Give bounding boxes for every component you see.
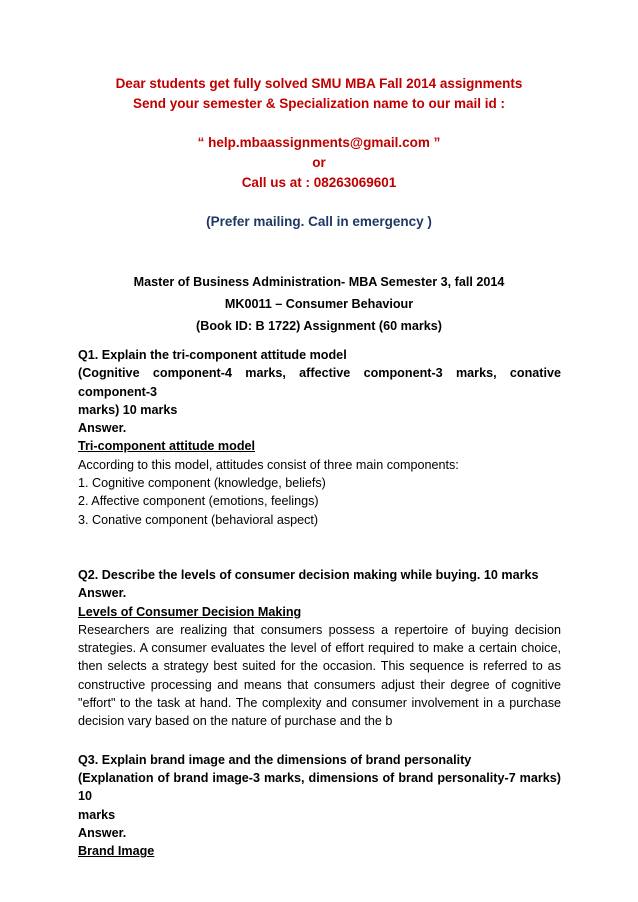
question-1-intro: According to this model, attitudes consist of three main components: — [78, 457, 459, 472]
question-1-marks-line-1: (Cognitive component-4 marks, affective component-3 marks, conative component-3 — [78, 366, 561, 399]
question-3-marks-line-2: marks — [78, 807, 116, 822]
question-3-title: Q3. Explain brand image and the dimensions of brand personality — [78, 752, 472, 767]
question-3-heading: Brand Image — [78, 844, 155, 859]
list-item: 1. Cognitive component (knowledge, beliefs) — [78, 476, 326, 491]
promo-phone: Call us at : 08263069601 — [241, 175, 397, 190]
question-2 — [78, 566, 561, 731]
question-2-heading: Levels of Consumer Decision Making — [78, 604, 302, 619]
question-2-title: Q2. Describe the levels of consumer decision making while buying. 10 marks — [78, 567, 539, 582]
promo-line-2: Send your semester & Specialization name to our mail id : — [132, 96, 506, 111]
question-3-marks-line-1: (Explanation of brand image-3 marks, dimensions of brand personality-7 marks) 10 — [78, 770, 561, 804]
question-3-answer-label: Answer. — [78, 825, 127, 840]
question-2-paragraph: Researchers are realizing that consumers possess a repertoire of buying decision strategies. A consumer evaluates the level of effort required to make a certain choice, then selects a strategy best suited for the occasion. This sequence is referred to as constructive processing and means that consumers adjust their degree of cognitive "effort" to the task at hand. The complexity and consumer involvement in a purchase decision vary based on the nature of purchase and the b — [78, 622, 561, 729]
course-book: (Book ID: B 1722) Assignment (60 marks) — [196, 319, 442, 333]
promo-prefer-note: (Prefer mailing. Call in emergency ) — [206, 214, 432, 229]
question-1 — [78, 346, 561, 529]
question-1-marks-line-2: marks) 10 marks — [78, 402, 178, 417]
course-program: Master of Business Administration- MBA Semester 3, fall 2014 — [133, 275, 505, 289]
promo-line-1: Dear students get fully solved SMU MBA Fall 2014 assignments — [115, 76, 523, 91]
assignment-content — [78, 346, 561, 860]
course-subject: MK0011 – Consumer Behaviour — [224, 297, 414, 311]
question-1-heading: Tri-component attitude model — [78, 439, 256, 454]
question-2-answer-label: Answer. — [78, 586, 127, 601]
question-1-answer-label: Answer. — [78, 421, 127, 436]
list-item: 3. Conative component (behavioral aspect) — [78, 512, 319, 527]
promo-or: or — [312, 155, 326, 170]
course-info — [0, 271, 638, 337]
list-item: 2. Affective component (emotions, feelings) — [78, 494, 319, 509]
question-3 — [78, 751, 561, 861]
question-1-title: Q1. Explain the tri-component attitude model — [78, 348, 347, 362]
promo-email: “ help.mbaassignments@gmail.com ” — [197, 135, 441, 150]
promo-header — [0, 74, 638, 232]
